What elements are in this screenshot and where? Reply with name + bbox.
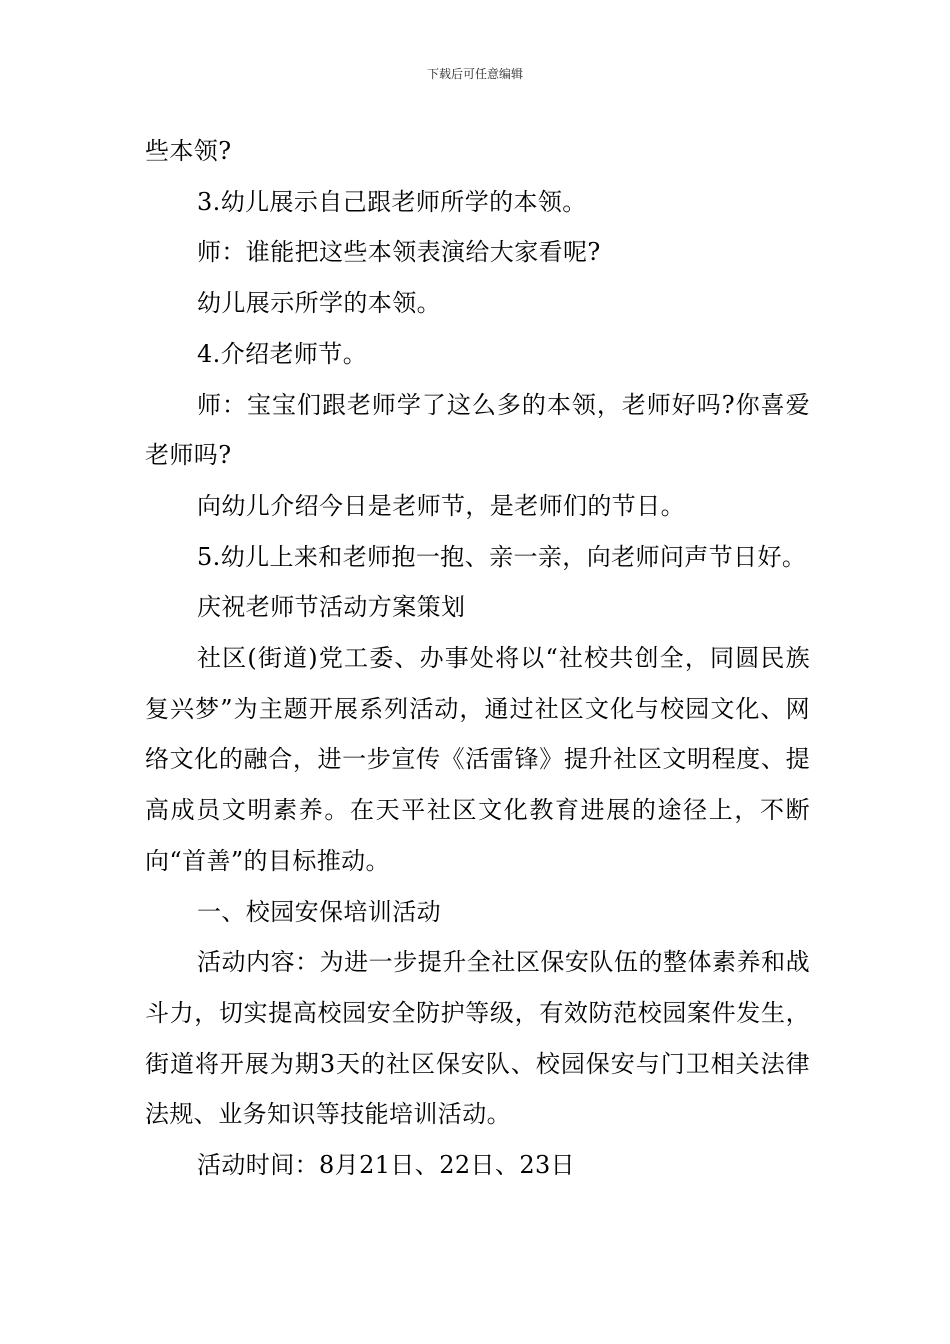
paragraph-continuation: 些本领? — [145, 137, 232, 165]
paragraph-teacher-question-2: 师：宝宝们跟老师学了这么多的本领，老师好吗?你喜爱老师吗? — [145, 390, 810, 470]
paragraph-step-4: 4.介绍老师节。 — [197, 339, 368, 368]
section-title: 庆祝老师节活动方案策划 — [197, 593, 466, 622]
document-body — [145, 126, 810, 1191]
paragraph-activity-content: 活动内容：为进一步提升全社区保安队伍的整体素养和战斗力，切实提高校园安全防护等级，有效防范校园案件发生，街道将开展为期3天的社区保安队、校园保安与门卫相关法律法规、业务知识等技能培训活动。 — [145, 948, 810, 1129]
section-heading-1: 一、校园安保培训活动 — [197, 897, 441, 926]
paragraph-activity-time: 活动时间：8月21日、22日、23日 — [197, 1151, 576, 1180]
paragraph-children-show: 幼儿展示所学的本领。 — [197, 289, 441, 318]
paragraph-teacher-question-1: 师：谁能把这些本领表演给大家看呢? — [197, 238, 601, 267]
paragraph-step-3: 3.幼儿展示自己跟老师所学的本领。 — [197, 187, 587, 216]
paragraph-step-5: 5.幼儿上来和老师抱一抱、亲一亲，向老师问声节日好。 — [197, 542, 807, 571]
page-header: 下载后可任意编辑 — [426, 67, 523, 81]
paragraph-intro: 社区(街道)党工委、办事处将以“社校共创全，同圆民族复兴梦”为主题开展系列活动，通过社区文化与校园文化、网络文化的融合，进一步宣传《活雷锋》提升社区文明程度、提高成员文明素养。在天平社区文化教育进展的途径上，不断向“首善”的目标推动。 — [145, 644, 810, 875]
paragraph-introduce-festival: 向幼儿介绍今日是老师节，是老师们的节日。 — [197, 491, 685, 520]
